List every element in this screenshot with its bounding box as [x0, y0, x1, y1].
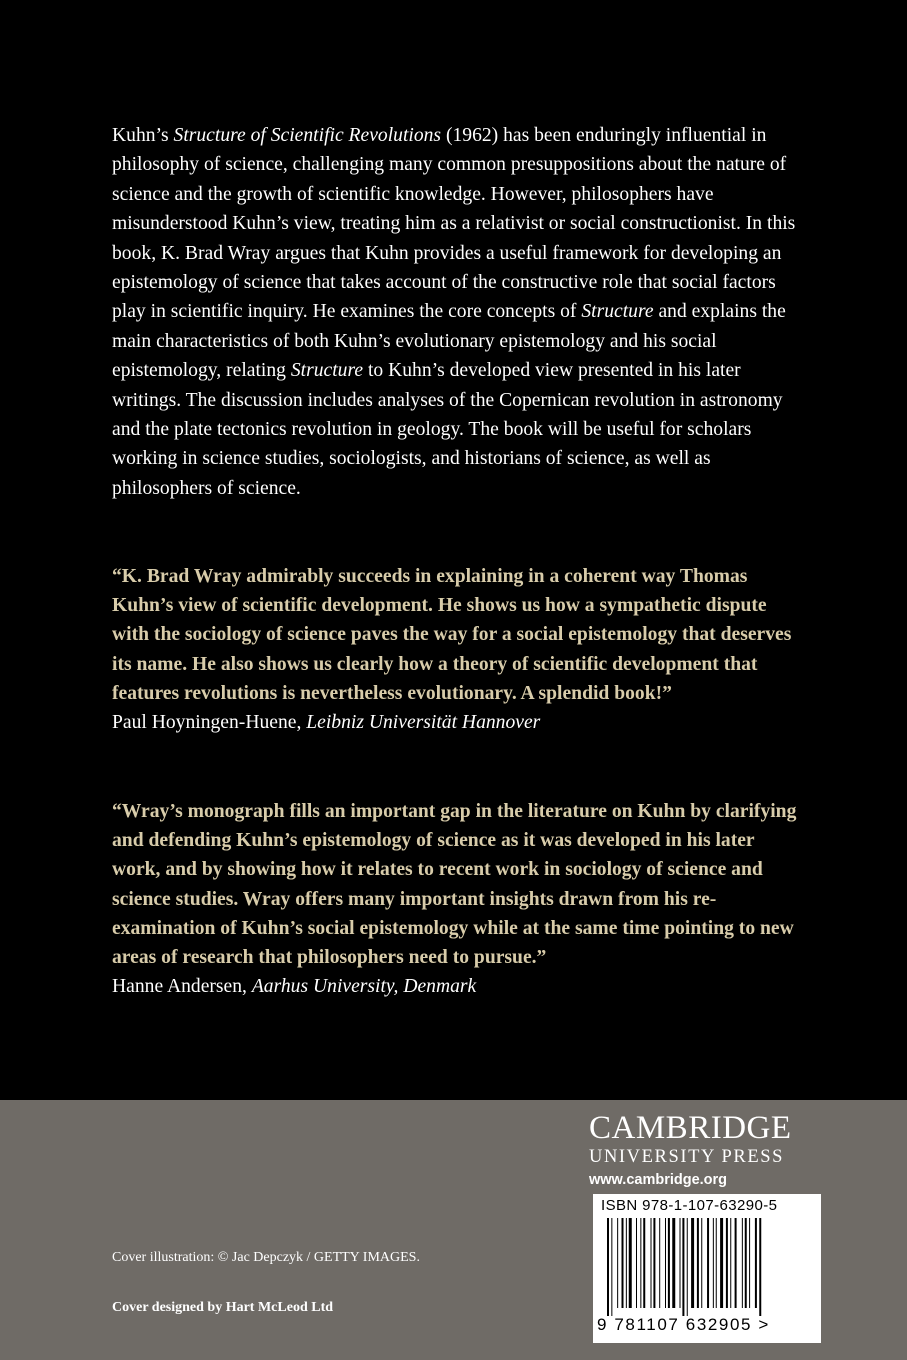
- barcode-bar: [643, 1218, 645, 1308]
- barcode-bar: [659, 1218, 660, 1308]
- barcode-bar: [742, 1218, 743, 1308]
- isbn-barcode: [593, 1194, 821, 1343]
- description-paragraph: [112, 121, 802, 503]
- barcode-bar: [735, 1218, 737, 1308]
- description-text: and explains the main characteristics of both Kuhn’s evolutionary epistemology and his social epistemology, relating: [112, 301, 786, 382]
- barcode-bar: [607, 1218, 609, 1316]
- barcode-bar: [713, 1218, 714, 1308]
- quote-attribution: [112, 708, 802, 737]
- barcode-bar: [701, 1218, 702, 1308]
- quote-affiliation: Aarhus University, Denmark: [251, 976, 477, 998]
- barcode-bar: [682, 1218, 684, 1316]
- barcode-bar: [730, 1218, 731, 1308]
- barcode-bar: [755, 1218, 757, 1308]
- quote-author: Paul Hoyningen-Huene,: [112, 712, 307, 734]
- barcode-bar: [640, 1218, 641, 1308]
- quote-text: “Wray’s monograph fills an important gap in the literature on Kuhn by clarifying and defending Kuhn’s epistemology of science as it was developed in his later work, and by showing how it relates to recent work in sociology of science and science studies. Wray offers many important insights drawn from his re-examination of Kuhn’s social epistemology while at the same time pointing to new areas of research that philosophers need to pursue.”: [112, 801, 797, 969]
- structure-italic: Structure: [581, 301, 654, 323]
- barcode-bars: [599, 1218, 815, 1316]
- barcode-bar: [691, 1218, 694, 1308]
- barcode-bar: [651, 1218, 652, 1308]
- barcode-bar: [636, 1218, 637, 1308]
- publisher-press: UNIVERSITY PRESS: [589, 1147, 785, 1167]
- barcode-bar: [697, 1218, 699, 1308]
- barcode-bar: [626, 1218, 627, 1308]
- publisher-logo: [589, 1110, 821, 1192]
- barcode-bar: [726, 1218, 728, 1308]
- barcode-digits: 9 781107 632905 >: [597, 1315, 770, 1334]
- barcode-bar: [611, 1218, 612, 1316]
- description-text: (1962) has been enduringly influential in philosophy of science, challenging many common presuppositions about the nature of science and the growth of scientific knowledge. However, philosophers have misunderstood Kuhn’s view, treating him as a relativist or social constructionist. In this book, K. Brad Wray argues that Kuhn provides a useful framework for developing an epistemology of science that takes account of the constructive role that social factors play in scientific inquiry. He examines the core concepts of: [112, 125, 796, 323]
- publisher-url: www.cambridge.org: [589, 1172, 728, 1188]
- barcode-bar: [759, 1218, 761, 1316]
- quote-text: “K. Brad Wray admirably succeeds in explaining in a coherent way Thomas Kuhn’s view of scientific development. He shows us how a sympathetic dispute with the sociology of science paves the way for a social epistemology that deserves its name. He also shows us clearly how a theory of scientific development that features revolutions is nevertheless evolutionary. A splendid book!”: [112, 566, 792, 704]
- quote-attribution: [112, 972, 802, 1001]
- barcode-bar: [672, 1218, 675, 1308]
- barcode-bar: [716, 1218, 717, 1308]
- quote-author: Hanne Andersen,: [112, 976, 252, 998]
- barcode-bar: [707, 1218, 709, 1308]
- barcode-bar: [665, 1218, 666, 1308]
- isbn-label: ISBN 978-1-107-63290-5: [601, 1197, 778, 1214]
- barcode-bar: [629, 1218, 632, 1308]
- barcode-bar: [720, 1218, 723, 1308]
- barcode-bar: [687, 1218, 688, 1316]
- cover-back-footer-panel: [0, 1100, 907, 1360]
- structure-italic: Structure: [290, 360, 364, 382]
- quote-affiliation: Leibniz Universität Hannover: [306, 712, 541, 734]
- barcode-bar: [617, 1218, 618, 1308]
- endorsement-quote: [112, 797, 802, 1001]
- book-title-italic: Structure of Scientific Revolutions: [173, 125, 442, 146]
- barcode-bar: [622, 1218, 624, 1308]
- publisher-name: CAMBRIDGE: [589, 1110, 792, 1146]
- description-text: to Kuhn’s developed view presented in his later writings. The discussion includes analyses of the Copernican revolution in astronomy and the plate tectonics revolution in geology. The book will be useful for scholars working in science studies, sociologists, and historians of science, as well as philosophers of science.: [112, 360, 783, 499]
- barcode-bar: [749, 1218, 750, 1308]
- endorsement-quote: [112, 562, 802, 737]
- barcode-bar: [653, 1218, 655, 1308]
- description-text: Kuhn’s: [112, 125, 174, 146]
- cover-designer-credit: Cover designed by Hart McLeod Ltd: [112, 1300, 334, 1315]
- cover-illustration-credit: Cover illustration: © Jac Depczyk / GETTY IMAGES.: [112, 1250, 420, 1265]
- barcode-bar: [745, 1218, 747, 1308]
- book-description: [112, 121, 802, 503]
- barcode-bar: [680, 1218, 681, 1308]
- barcode-bar: [668, 1218, 670, 1308]
